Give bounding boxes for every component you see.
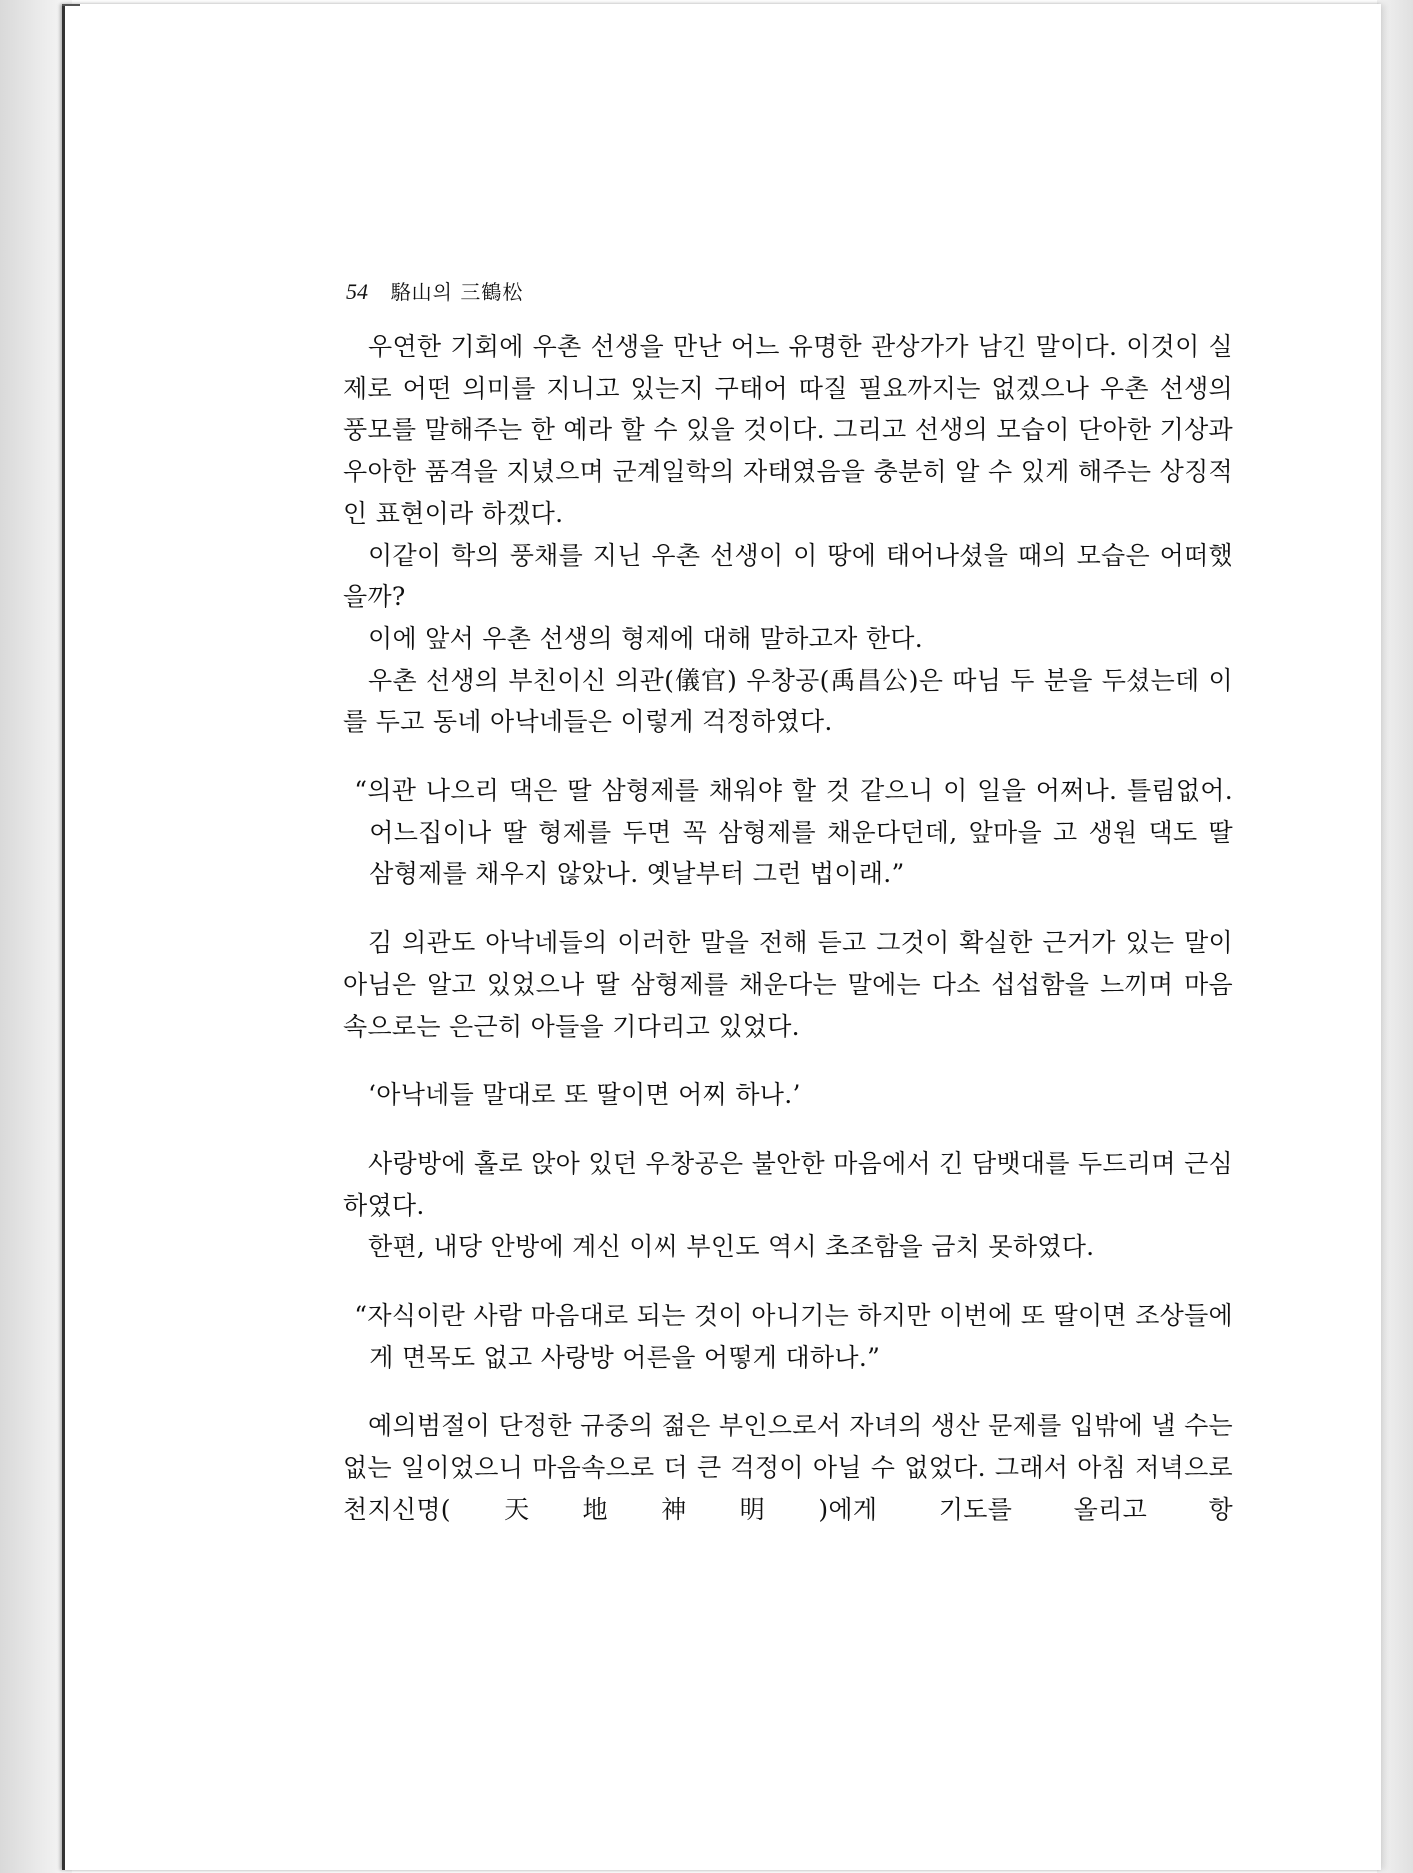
paragraph-8: 예의범절이 단정한 규중의 젊은 부인으로서 자녀의 생산 문제를 입밖에 낼 수는 없는 일이었으니 마음속으로 더 큰 걱정이 아닐 수 없었다. 그래서 아침 저녁으로 천지신명(天地神明)에게 기도를 올리고 항	[343, 1411, 1233, 1524]
inner-thought: ‘아낙네들 말대로 또 딸이면 어찌 하나.’	[368, 1080, 801, 1110]
page-header	[343, 272, 1233, 312]
paragraph-6: 사랑방에 홀로 앉아 있던 우창공은 불안한 마음에서 긴 담뱃대를 두드리며 근심하였다.	[343, 1148, 1233, 1220]
paragraph-7: 한편, 내당 안방에 계신 이씨 부인도 역시 초조함을 금치 못하였다.	[368, 1232, 1095, 1262]
paragraph-4: 우촌 선생의 부친이신 의관(儀官) 우창공(禹昌公)은 따님 두 분을 두셨는데 이를 두고 동네 아낙네들은 이렇게 걱정하였다.	[343, 665, 1233, 737]
spacer	[343, 1116, 1233, 1143]
page-corner	[62, 4, 80, 24]
right-margin-shadow	[1377, 0, 1413, 1873]
paragraph-3: 이에 앞서 우촌 선생의 형제에 대해 말하고자 한다.	[368, 623, 923, 653]
spacer	[343, 1268, 1233, 1295]
spacer	[343, 895, 1233, 922]
paragraph-1: 우연한 기회에 우촌 선생을 만난 어느 유명한 관상가가 남긴 말이다. 이것이 실제로 어떤 의미를 지니고 있는지 구태어 따질 필요까지는 없겠으나 우촌 선생의 풍모를 말해주는 한 예라 할 수 있을 것이다. 그리고 선생의 모습이 단아한 기상과 우아한 품격을 지녔으며 군계일학의 자태였음을 충분히 알 수 있게 해주는 상징적인 표현이라 하겠다.	[343, 332, 1233, 528]
running-title: 駱山의 三鶴松	[390, 280, 524, 304]
spacer	[343, 743, 1233, 770]
quotation-2: “자식이란 사람 마음대로 되는 것이 아니기는 하지만 이번에 또 딸이면 조상들에게 면목도 없고 사랑방 어른을 어떻게 대하나.”	[354, 1301, 1233, 1372]
book-page	[62, 4, 1381, 1870]
page-content	[343, 272, 1233, 1531]
page-number: 54	[346, 279, 368, 304]
spacer	[343, 1047, 1233, 1074]
paragraph-2: 이같이 학의 풍채를 지닌 우촌 선생이 이 땅에 태어나셨을 때의 모습은 어떠했을까?	[343, 540, 1233, 612]
paragraph-5: 김 의관도 아낙네들의 이러한 말을 전해 듣고 그것이 확실한 근거가 있는 말이 아님은 알고 있었으나 딸 삼형제를 채운다는 말에는 다소 섭섭함을 느끼며 마음 속으로는 은근히 아들을 기다리고 있었다.	[343, 928, 1233, 1041]
quotation-1: “의관 나으리 댁은 딸 삼형제를 채워야 할 것 같으니 이 일을 어쩌나. 틀림없어. 어느집이나 딸 형제를 두면 꼭 삼형제를 채운다던데, 앞마을 고 생원 댁도 딸 삼형제를 채우지 않았나. 옛날부터 그런 법이래.”	[354, 776, 1233, 889]
spacer	[343, 1378, 1233, 1405]
